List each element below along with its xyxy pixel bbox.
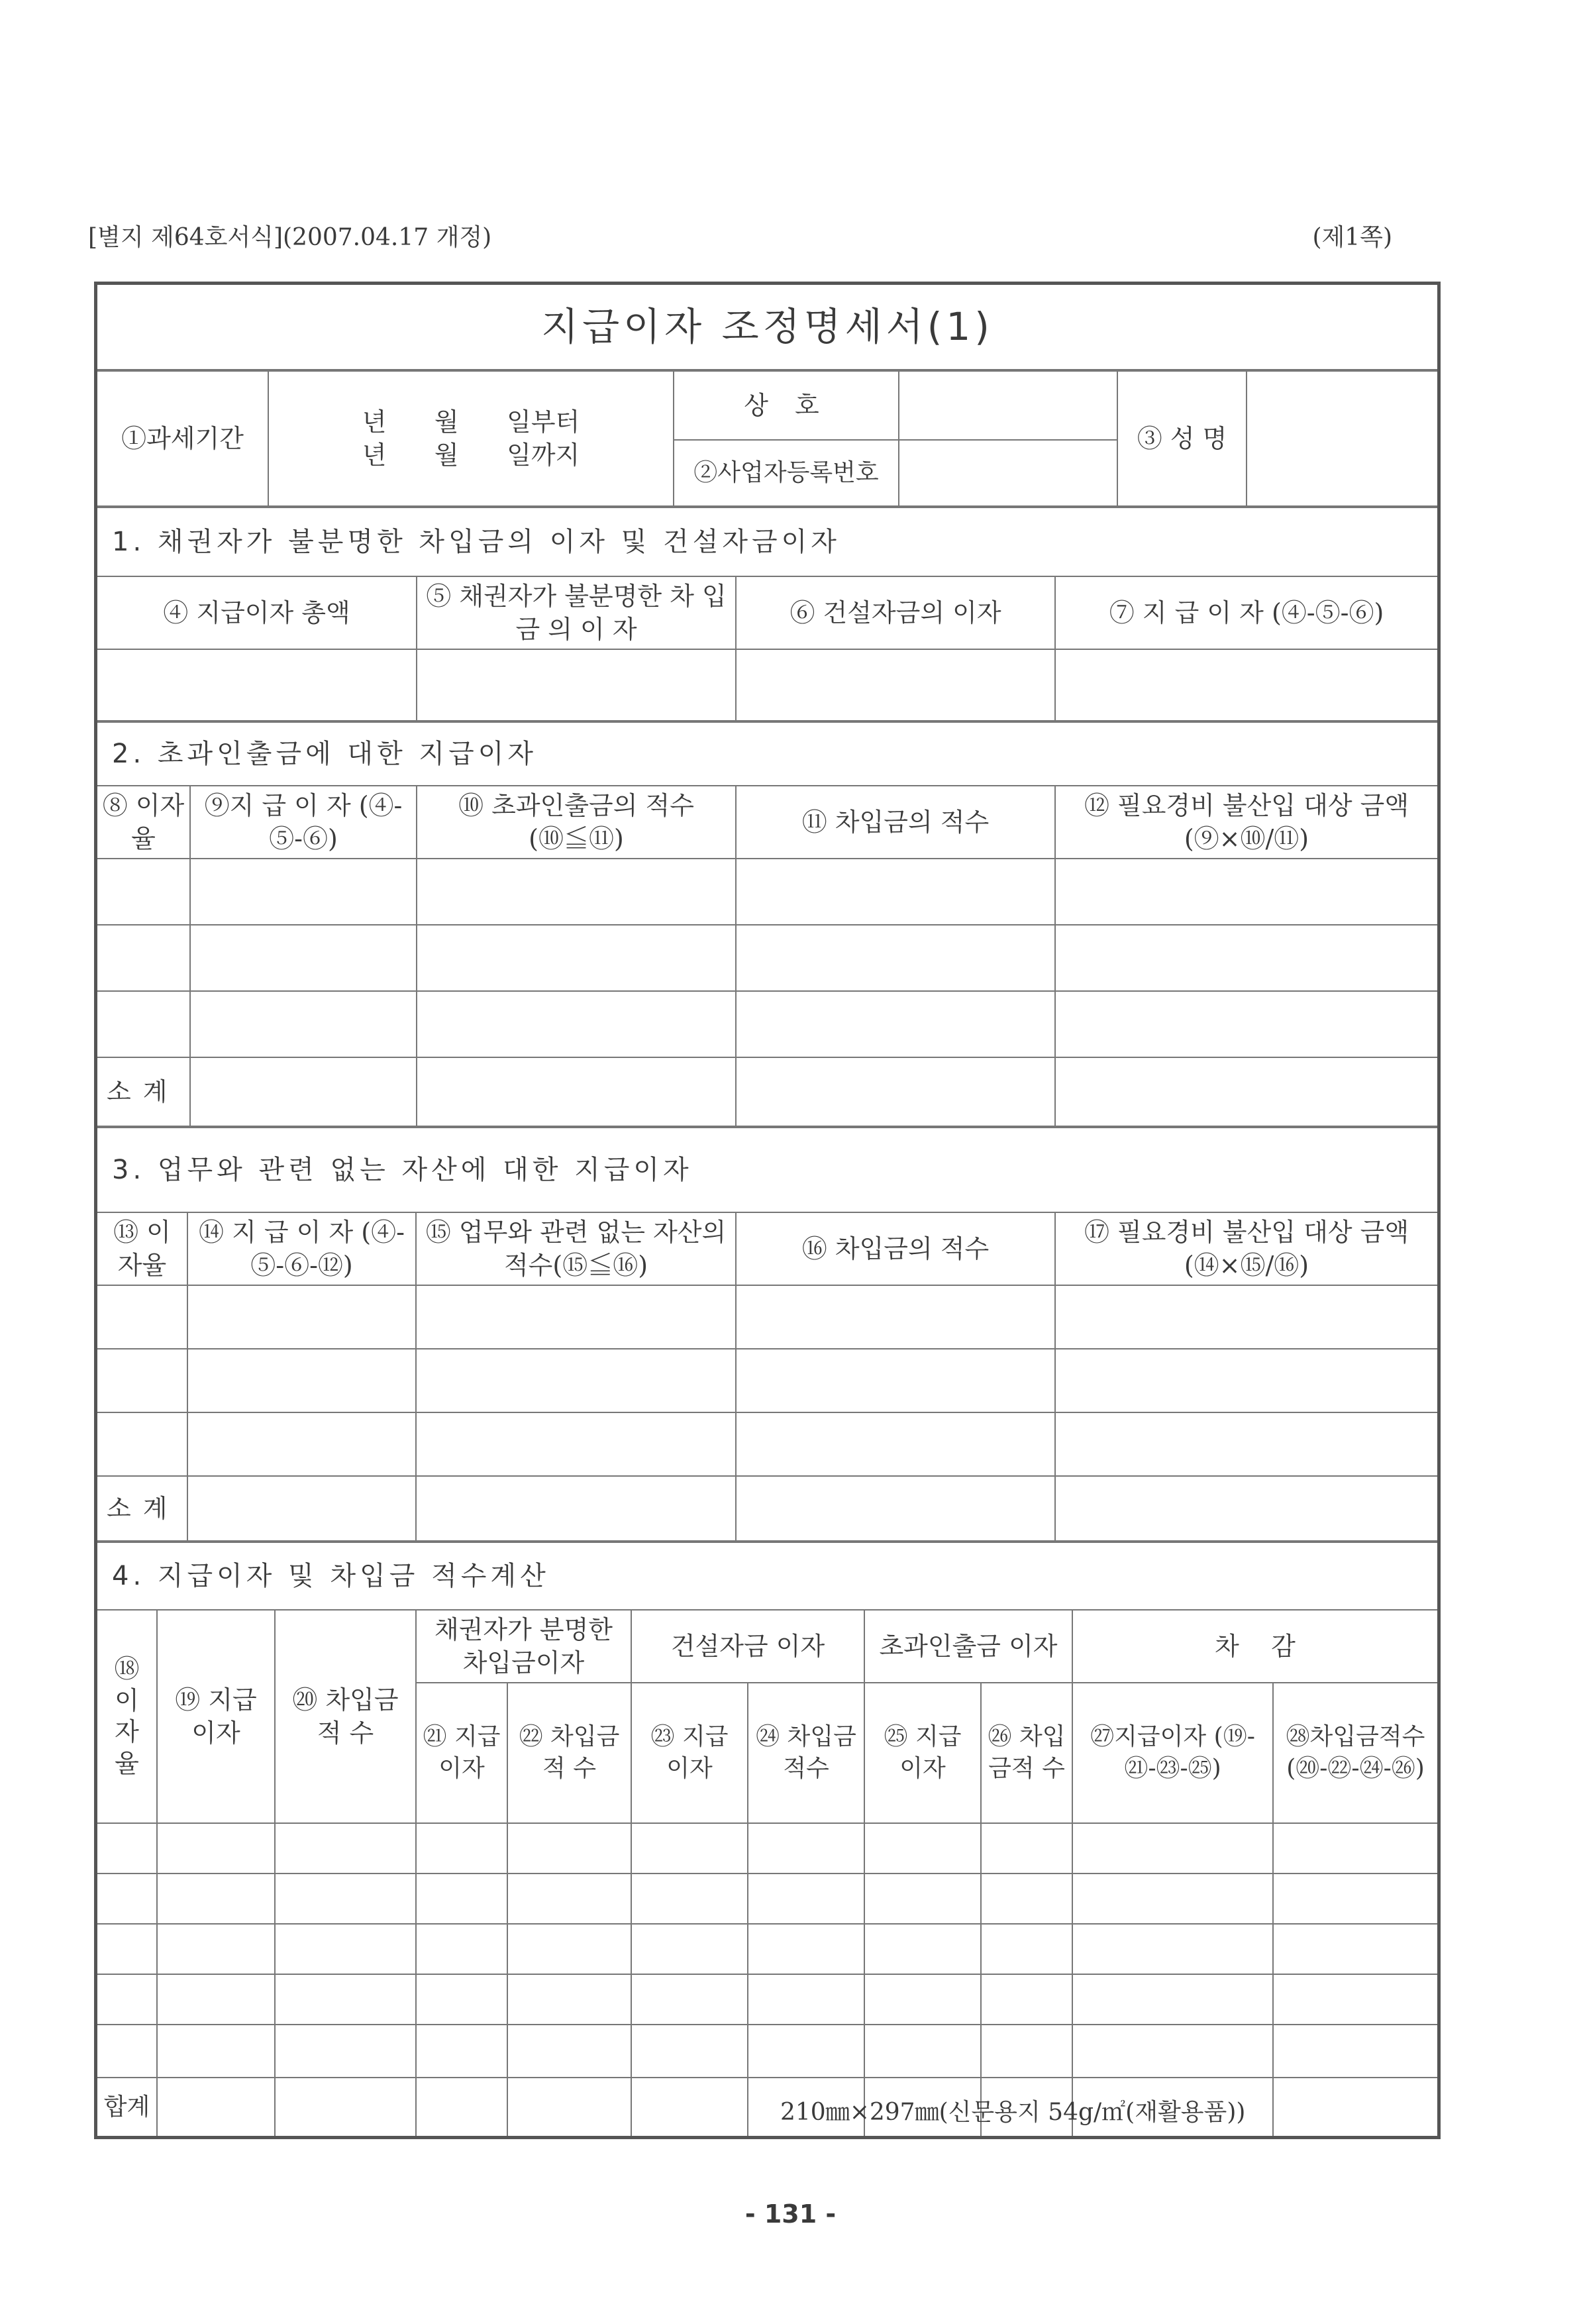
table-cell[interactable] bbox=[736, 1412, 1055, 1476]
table-cell[interactable] bbox=[864, 1874, 981, 1924]
col7-header: ⑦ 지 급 이 자 (④-⑤-⑥) bbox=[1055, 576, 1437, 649]
table-cell[interactable] bbox=[97, 1974, 157, 2025]
regno-label: ②사업자등록번호 bbox=[674, 440, 899, 506]
table-cell[interactable] bbox=[1072, 1924, 1273, 1974]
table-cell[interactable] bbox=[864, 1823, 981, 1874]
table-cell[interactable] bbox=[416, 1924, 507, 1974]
col23-header: ㉓ 지급 이자 bbox=[631, 1683, 748, 1823]
table-cell[interactable] bbox=[507, 1823, 631, 1874]
table-cell[interactable] bbox=[190, 859, 417, 925]
table-cell[interactable] bbox=[631, 2025, 748, 2078]
table-cell[interactable] bbox=[416, 2025, 507, 2078]
section2-table bbox=[97, 721, 1437, 1127]
table-cell[interactable] bbox=[748, 1924, 864, 1974]
table-row bbox=[97, 1285, 1437, 1349]
table-cell[interactable] bbox=[187, 1412, 416, 1476]
subtotal-row bbox=[97, 1476, 1437, 1541]
section3-heading: 3. 업무와 관련 없는 자산에 대한 지급이자 bbox=[97, 1128, 1437, 1212]
col13-header: ⑬ 이자율 bbox=[97, 1212, 187, 1285]
table-cell[interactable] bbox=[631, 1874, 748, 1924]
page-number: - 131 - bbox=[744, 2199, 837, 2229]
col6-header: ⑥ 건설자금의 이자 bbox=[736, 576, 1055, 649]
table-cell[interactable] bbox=[416, 1349, 736, 1412]
col7-value[interactable] bbox=[1055, 649, 1437, 721]
table-cell[interactable] bbox=[1055, 1476, 1437, 1541]
table-cell[interactable] bbox=[417, 925, 736, 991]
table-cell[interactable] bbox=[97, 925, 190, 991]
name-field[interactable] bbox=[1247, 371, 1437, 506]
table-cell[interactable] bbox=[1273, 2078, 1437, 2136]
col15-header: ⑮ 업무와 관련 없는 자산의 적수(⑮≦⑯) bbox=[416, 1212, 736, 1285]
table-cell[interactable] bbox=[416, 1412, 736, 1476]
table-cell[interactable] bbox=[157, 1874, 275, 1924]
table-cell[interactable] bbox=[275, 2078, 416, 2136]
table-cell[interactable] bbox=[190, 925, 417, 991]
col5-value[interactable] bbox=[417, 649, 736, 721]
period-label: ①과세기간 bbox=[97, 371, 268, 506]
table-cell[interactable] bbox=[1055, 1349, 1437, 1412]
form-title: 지급이자 조정명세서(1) bbox=[97, 285, 1437, 370]
table-cell[interactable] bbox=[1273, 1823, 1437, 1874]
table-cell[interactable] bbox=[416, 1874, 507, 1924]
company-field[interactable] bbox=[899, 371, 1117, 440]
table-row bbox=[97, 925, 1437, 991]
table-cell[interactable] bbox=[1273, 1924, 1437, 1974]
group-overdraw-header: 초과인출금 이자 bbox=[864, 1610, 1072, 1683]
table-cell[interactable] bbox=[97, 1924, 157, 1974]
table-cell[interactable] bbox=[97, 1285, 187, 1349]
table-cell[interactable] bbox=[736, 925, 1055, 991]
info-table bbox=[97, 370, 1437, 507]
table-cell[interactable] bbox=[748, 1874, 864, 1924]
col12-header: ⑫ 필요경비 불산입 대상 금액(⑨×⑩/⑪) bbox=[1055, 786, 1437, 859]
form-frame bbox=[94, 282, 1441, 2139]
table-cell[interactable] bbox=[417, 1057, 736, 1126]
col18-header: ⑱이자율 bbox=[97, 1610, 157, 1823]
table-cell[interactable] bbox=[416, 1974, 507, 2025]
table-cell[interactable] bbox=[748, 1974, 864, 2025]
table-cell[interactable] bbox=[736, 1285, 1055, 1349]
col21-header: ㉑ 지급 이자 bbox=[416, 1683, 507, 1823]
col8-header: ⑧ 이자율 bbox=[97, 786, 190, 859]
table-row bbox=[97, 1974, 1437, 2025]
table-cell[interactable] bbox=[736, 859, 1055, 925]
table-cell[interactable] bbox=[157, 2078, 275, 2136]
group-construction-header: 건설자금 이자 bbox=[631, 1610, 864, 1683]
col10-header: ⑩ 초과인출금의 적수 (⑩≦⑪) bbox=[417, 786, 736, 859]
table-cell[interactable] bbox=[275, 1823, 416, 1874]
table-cell[interactable] bbox=[507, 2025, 631, 2078]
table-row bbox=[97, 1874, 1437, 1924]
page-side-label: (제1쪽) bbox=[1312, 224, 1392, 251]
section4-table bbox=[97, 1542, 1437, 2136]
table-cell[interactable] bbox=[1055, 925, 1437, 991]
title-table bbox=[97, 285, 1437, 370]
table-cell[interactable] bbox=[97, 1874, 157, 1924]
table-cell[interactable] bbox=[1072, 2025, 1273, 2078]
period-to: 년 월 일까지 bbox=[362, 441, 580, 470]
table-row bbox=[97, 859, 1437, 925]
table-cell[interactable] bbox=[275, 1974, 416, 2025]
total-label: 합계 bbox=[97, 2078, 157, 2136]
table-row bbox=[97, 1924, 1437, 1974]
col11-header: ⑪ 차입금의 적수 bbox=[736, 786, 1055, 859]
table-cell[interactable] bbox=[736, 1476, 1055, 1541]
table-cell[interactable] bbox=[736, 1349, 1055, 1412]
table-cell[interactable] bbox=[1055, 1412, 1437, 1476]
table-cell[interactable] bbox=[748, 2025, 864, 2078]
paper-size-note: 210㎜×297㎜(신문용지 54g/㎡(재활용품)) bbox=[780, 2099, 1246, 2126]
col28-header: ㉘차입금적수 (⑳-㉒-㉔-㉖) bbox=[1273, 1683, 1437, 1823]
table-cell[interactable] bbox=[416, 1823, 507, 1874]
table-cell[interactable] bbox=[736, 991, 1055, 1057]
table-cell[interactable] bbox=[275, 2025, 416, 2078]
table-row bbox=[97, 1349, 1437, 1412]
subtotal-row bbox=[97, 1057, 1437, 1126]
table-cell[interactable] bbox=[417, 859, 736, 925]
section1-heading: 1. 채권자가 불분명한 차입금의 이자 및 건설자금이자 bbox=[97, 507, 1437, 576]
col22-header: ㉒ 차입금적 수 bbox=[507, 1683, 631, 1823]
table-cell[interactable] bbox=[417, 991, 736, 1057]
table-cell[interactable] bbox=[187, 1476, 416, 1541]
table-cell[interactable] bbox=[736, 1057, 1055, 1126]
table-cell[interactable] bbox=[97, 2025, 157, 2078]
col27-header: ㉗지급이자 (⑲-㉑-㉓-㉕) bbox=[1072, 1683, 1273, 1823]
section2-heading: 2. 초과인출금에 대한 지급이자 bbox=[97, 722, 1437, 786]
table-cell[interactable] bbox=[1072, 1874, 1273, 1924]
subtotal-label: 소 계 bbox=[97, 1476, 187, 1541]
table-cell[interactable] bbox=[981, 1924, 1072, 1974]
col4-value[interactable] bbox=[97, 649, 417, 721]
table-cell[interactable] bbox=[631, 1823, 748, 1874]
table-cell[interactable] bbox=[97, 1412, 187, 1476]
col4-header: ④ 지급이자 총액 bbox=[97, 576, 417, 649]
table-cell[interactable] bbox=[97, 1823, 157, 1874]
table-cell[interactable] bbox=[97, 859, 190, 925]
table-cell[interactable] bbox=[157, 1823, 275, 1874]
table-cell[interactable] bbox=[157, 1974, 275, 2025]
table-cell[interactable] bbox=[507, 1974, 631, 2025]
table-cell[interactable] bbox=[507, 1874, 631, 1924]
table-cell[interactable] bbox=[1055, 859, 1437, 925]
col17-header: ⑰ 필요경비 불산입 대상 금액(⑭×⑮/⑯) bbox=[1055, 1212, 1437, 1285]
table-cell[interactable] bbox=[981, 2025, 1072, 2078]
table-cell[interactable] bbox=[507, 1924, 631, 1974]
col5-header: ⑤ 채권자가 불분명한 차 입 금 의 이 자 bbox=[417, 576, 736, 649]
table-cell[interactable] bbox=[157, 1924, 275, 1974]
form-number-label: [별지 제64호서식](2007.04.17 개정) bbox=[88, 224, 492, 251]
subtotal-label: 소 계 bbox=[97, 1057, 190, 1126]
name-label: ③ 성 명 bbox=[1117, 371, 1247, 506]
table-cell[interactable] bbox=[1055, 991, 1437, 1057]
table-cell[interactable] bbox=[631, 1924, 748, 1974]
col6-value[interactable] bbox=[736, 649, 1055, 721]
table-row bbox=[97, 1412, 1437, 1476]
table-cell[interactable] bbox=[416, 1285, 736, 1349]
table-cell[interactable] bbox=[981, 1874, 1072, 1924]
table-cell[interactable] bbox=[864, 2025, 981, 2078]
table-cell[interactable] bbox=[1055, 1285, 1437, 1349]
table-cell[interactable] bbox=[748, 1823, 864, 1874]
table-cell[interactable] bbox=[864, 1974, 981, 2025]
table-cell[interactable] bbox=[187, 1349, 416, 1412]
table-cell[interactable] bbox=[416, 2078, 507, 2136]
table-cell[interactable] bbox=[864, 1924, 981, 1974]
table-cell[interactable] bbox=[1273, 1874, 1437, 1924]
table-cell[interactable] bbox=[631, 1974, 748, 2025]
col24-header: ㉔ 차입금 적수 bbox=[748, 1683, 864, 1823]
table-cell[interactable] bbox=[190, 991, 417, 1057]
table-cell[interactable] bbox=[1273, 2025, 1437, 2078]
group-diff-header: 차 감 bbox=[1072, 1610, 1437, 1683]
table-cell[interactable] bbox=[275, 1874, 416, 1924]
col20-header: ⑳ 차입금 적 수 bbox=[275, 1610, 416, 1823]
col26-header: ㉖ 차입금적 수 bbox=[981, 1683, 1072, 1823]
col16-header: ⑯ 차입금의 적수 bbox=[736, 1212, 1055, 1285]
table-cell[interactable] bbox=[275, 1924, 416, 1974]
table-cell[interactable] bbox=[187, 1285, 416, 1349]
table-cell[interactable] bbox=[981, 1823, 1072, 1874]
section3-table bbox=[97, 1127, 1437, 1542]
col14-header: ⑭ 지 급 이 자 (④-⑤-⑥-⑫) bbox=[187, 1212, 416, 1285]
period-cell[interactable] bbox=[268, 371, 674, 506]
section1-table bbox=[97, 507, 1437, 721]
col19-header: ⑲ 지급 이자 bbox=[157, 1610, 275, 1823]
regno-field[interactable] bbox=[899, 440, 1117, 506]
table-cell[interactable] bbox=[631, 2078, 748, 2136]
table-cell[interactable] bbox=[97, 1349, 187, 1412]
table-cell[interactable] bbox=[981, 1974, 1072, 2025]
table-cell[interactable] bbox=[157, 2025, 275, 2078]
table-cell[interactable] bbox=[190, 1057, 417, 1126]
col9-header: ⑨지 급 이 자 (④-⑤-⑥) bbox=[190, 786, 417, 859]
group-unknown-header: 채권자가 분명한 차입금이자 bbox=[416, 1610, 631, 1683]
table-cell[interactable] bbox=[507, 2078, 631, 2136]
table-cell[interactable] bbox=[1055, 1057, 1437, 1126]
table-row bbox=[97, 1823, 1437, 1874]
table-cell[interactable] bbox=[1072, 1974, 1273, 2025]
table-row bbox=[97, 2025, 1437, 2078]
section4-heading: 4. 지급이자 및 차입금 적수계산 bbox=[97, 1542, 1437, 1610]
company-label: 상 호 bbox=[674, 371, 899, 440]
col25-header: ㉕ 지급 이자 bbox=[864, 1683, 981, 1823]
table-cell[interactable] bbox=[1273, 1974, 1437, 2025]
table-cell[interactable] bbox=[1072, 1823, 1273, 1874]
period-from: 년 월 일부터 bbox=[362, 407, 580, 437]
table-cell[interactable] bbox=[416, 1476, 736, 1541]
table-cell[interactable] bbox=[97, 991, 190, 1057]
table-row bbox=[97, 991, 1437, 1057]
